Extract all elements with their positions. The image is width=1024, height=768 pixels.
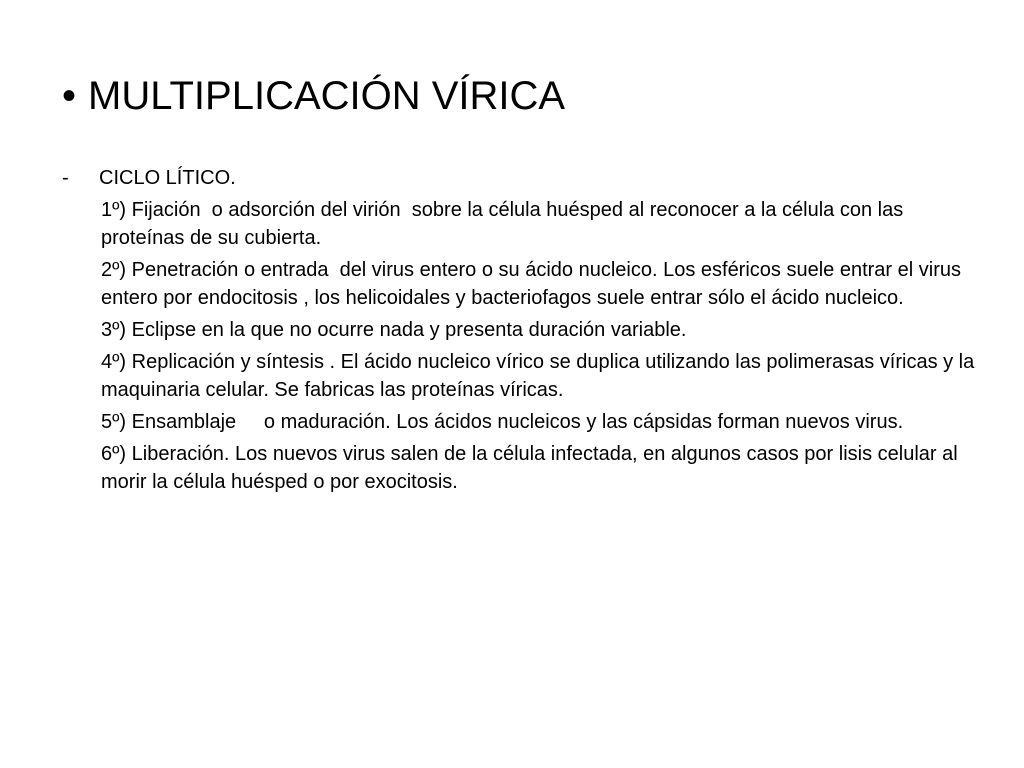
step-list bbox=[99, 196, 979, 500]
list-item bbox=[99, 348, 979, 404]
step-text: 4º) Replicación y síntesis . El ácido nucleico vírico se duplica utilizando las polimerasas víricas y la maquinaria celular. Se fabricas las proteínas víricas. bbox=[101, 351, 980, 401]
bullet-icon: • bbox=[62, 74, 77, 118]
list-item bbox=[99, 440, 979, 496]
list-item bbox=[99, 256, 979, 312]
step-text: 5º) Ensamblaje o maduración. Los ácidos nucleicos y las cápsidas forman nuevos virus. bbox=[101, 411, 904, 433]
step-text: 3º) Eclipse en la que no ocurre nada y presenta duración variable. bbox=[101, 319, 687, 341]
dash-marker: - bbox=[62, 167, 69, 189]
section-heading bbox=[62, 164, 236, 192]
slide-title bbox=[62, 70, 565, 122]
section-heading-text: CICLO LÍTICO. bbox=[99, 167, 236, 189]
step-text: 6º) Liberación. Los nuevos virus salen de la célula infectada, en algunos casos por lisis celular al morir la célula huésped o por exocitosis. bbox=[101, 443, 964, 493]
slide-title-text: MULTIPLICACIÓN VÍRICA bbox=[88, 74, 566, 118]
list-item bbox=[99, 196, 979, 252]
step-text: 1º) Fijación o adsorción del virión sobre la célula huésped al reconocer a la célula con las proteínas de su cubierta. bbox=[101, 199, 909, 249]
list-item bbox=[99, 316, 979, 344]
list-item bbox=[99, 408, 979, 436]
step-text: 2º) Penetración o entrada del virus entero o su ácido nucleico. Los esféricos suele entrar el virus entero por endocitosis , los helicoidales y bacteriofagos suele entrar sólo el ácido nucleico. bbox=[101, 259, 967, 309]
